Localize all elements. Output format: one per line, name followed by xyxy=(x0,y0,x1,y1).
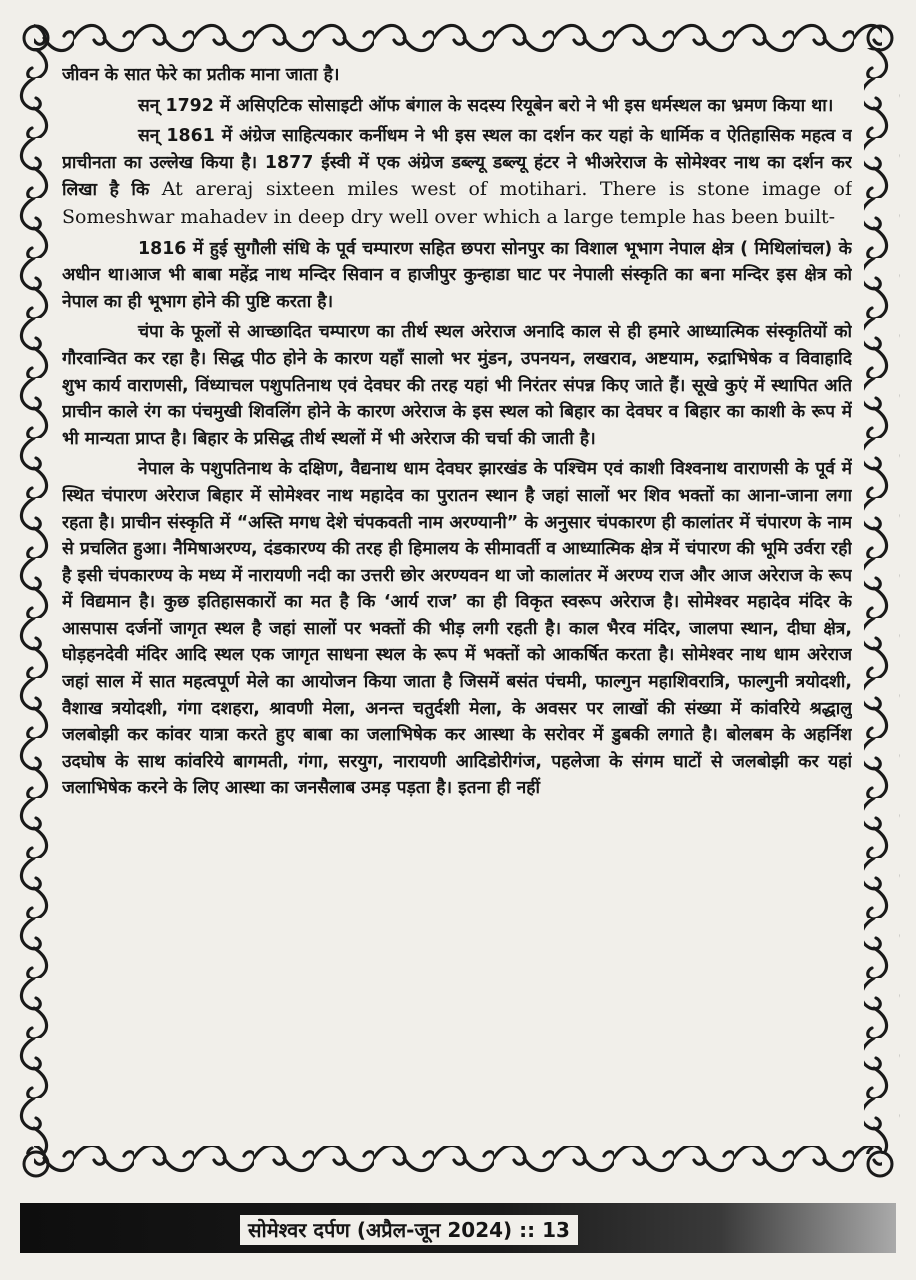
hunter-quote: At areraj sixteen miles west of motihari. There is stone image of Someshwar mahadev in deep dry well over which a large temple has been built- xyxy=(62,178,852,228)
footer-title: सोमेश्वर दर्पण (अप्रैल-जून 2024) :: 13 xyxy=(240,1215,578,1245)
paragraph-6: नेपाल के पशुपतिनाथ के दक्षिण, वैद्यनाथ धाम देवघर झारखंड के पश्चिम एवं काशी विश्वनाथ वाराणसी के पूर्व में स्थित चंपारण अरेराज बिहार में सोमेश्वर नाथ महादेव का पुरातन स्थान है जहां सालों भर शिव भक्तों का आना-जाना लगा रहता है। प्राचीन संस्कृति में “अस्ति मगध देशे चंपकवती नाम अरण्यानी” के अनुसार चंपकारण ही कालांतर में चंपारण के नाम से प्रचलित हुआ। नैमिषाअरण्य, दंडकारण्य की तरह ही हिमालय के सीमावर्ती व आध्यात्मिक क्षेत्र में चंपारण की भूमि उर्वरा रही है इसी चंपकारण्य के मध्य में नारायणी नदी का उत्तरी छोर अरण्यवन था जो कालांतर में अरण्य राज और आज अरेराज के रूप में विद्यमान है। कुछ इतिहासकारों का मत है कि ‘आर्य राज’ का ही विकृत स्वरूप अरेराज है। सोमेश्वर महादेव मंदिर के आसपास दर्जनों जागृत स्थल है जहां सालों पर भक्तों की भीड़ लगी रहती है। काल भैरव मंदिर, जालपा स्थान, दीघा क्षेत्र, घोड़हनदेवी मंदिर आदि स्थल एक जागृत साधना स्थल के रूप में भक्तों को आकर्षित करता है। सोमेश्वर नाथ धाम अरेराज जहां साल में सात महत्वपूर्ण मेले का आयोजन किया जाता है जिसमें बसंत पंचमी, फाल्गुन महाशिवरात्रि, फाल्गुनी त्रयोदशी, वैशाख त्रयोदशी, गंगा दशहरा, श्रावणी मेला, अनन्त चतुर्दशी मेला, के अवसर पर लाखों की संख्या में कांवरिये श्रद्धालु जलबोझी कर कांवर यात्रा करते हुए बाबा का जलाभिषेक कर आस्था के सरोवर में डुबकी लगाते है। बोलबम के अहर्निश उदघोष के साथ कांवरिये बागमती, गंगा, सरयुग, नारायणी आदिडोरीगंज, पहलेजा के संगम घाटों से जलबोझी कर यहां जलाभिषेक करने के लिए आस्था का जनसैलाब उमड़ पड़ता है। इतना ही नहीं xyxy=(62,459,852,799)
paragraph-1: जीवन के सात फेरे का प्रतीक माना जाता है। xyxy=(62,65,340,85)
paragraph-3-hindi: सन् 1861 में अंग्रेज साहित्यकार कर्नीधम ने भी इस स्थल का दर्शन कर यहां के धार्मिक व ऐतिहासिक महत्व व प्राचीनता का उल्लेख किया है। 1877 ईस्वी में एक अंग्रेज डब्ल्यू डब्ल्यू हंटर ने भीअरेराज के सोमेश्वर नाथ का दर्शन कर लिखा है कि xyxy=(62,126,852,201)
paragraph-4: 1816 में हुई सुगौली संधि के पूर्व चम्पारण सहित छपरा सोनपुर का विशाल भूभाग नेपाल क्षेत्र ( मिथिलांचल) के अधीन था।आज भी बाबा महेंद्र नाथ मन्दिर सिवान व हाजीपुर कुन्हाडा घाट पर नेपाली संस्कृति का बना मन्दिर इस क्षेत्र को नेपाल का ही भूभाग होने की पुष्टि करता है। xyxy=(62,238,852,312)
article-body xyxy=(62,62,852,1154)
paragraph-2: सन् 1792 में असिएटिक सोसाइटी ऑफ बंगाल के सदस्य रियूबेन बरो ने भी इस धर्मस्थल का भ्रमण किया था। xyxy=(138,95,834,116)
paragraph-5: चंपा के फूलों से आच्छादित चम्पारण का तीर्थ स्थल अरेराज अनादि काल से ही हमारे आध्यात्मिक संस्कृतियों को गौरवान्वित कर रहा है। सिद्ध पीठ होने के कारण यहाँ सालो भर मुंडन, उपनयन, लखराव, अष्टयाम, रुद्राभिषेक व विवाहादि शुभ कार्य वाराणसी, विंध्याचल पशुपतिनाथ एवं देवघर की तरह यहां भी निरंतर संपन्न किए जाते हैं। सूखे कुएं में स्थापित अति प्राचीन काले रंग का पंचमुखी शिवलिंग होने के कारण अरेराज के इस स्थल को बिहार का देवघर व बिहार का काशी के रूप में भी मान्यता प्राप्त है। बिहार के प्रसिद्ध तीर्थ स्थलों में भी अरेराज की चर्चा की जाती है। xyxy=(62,322,852,449)
paragraph-3 xyxy=(62,123,852,231)
